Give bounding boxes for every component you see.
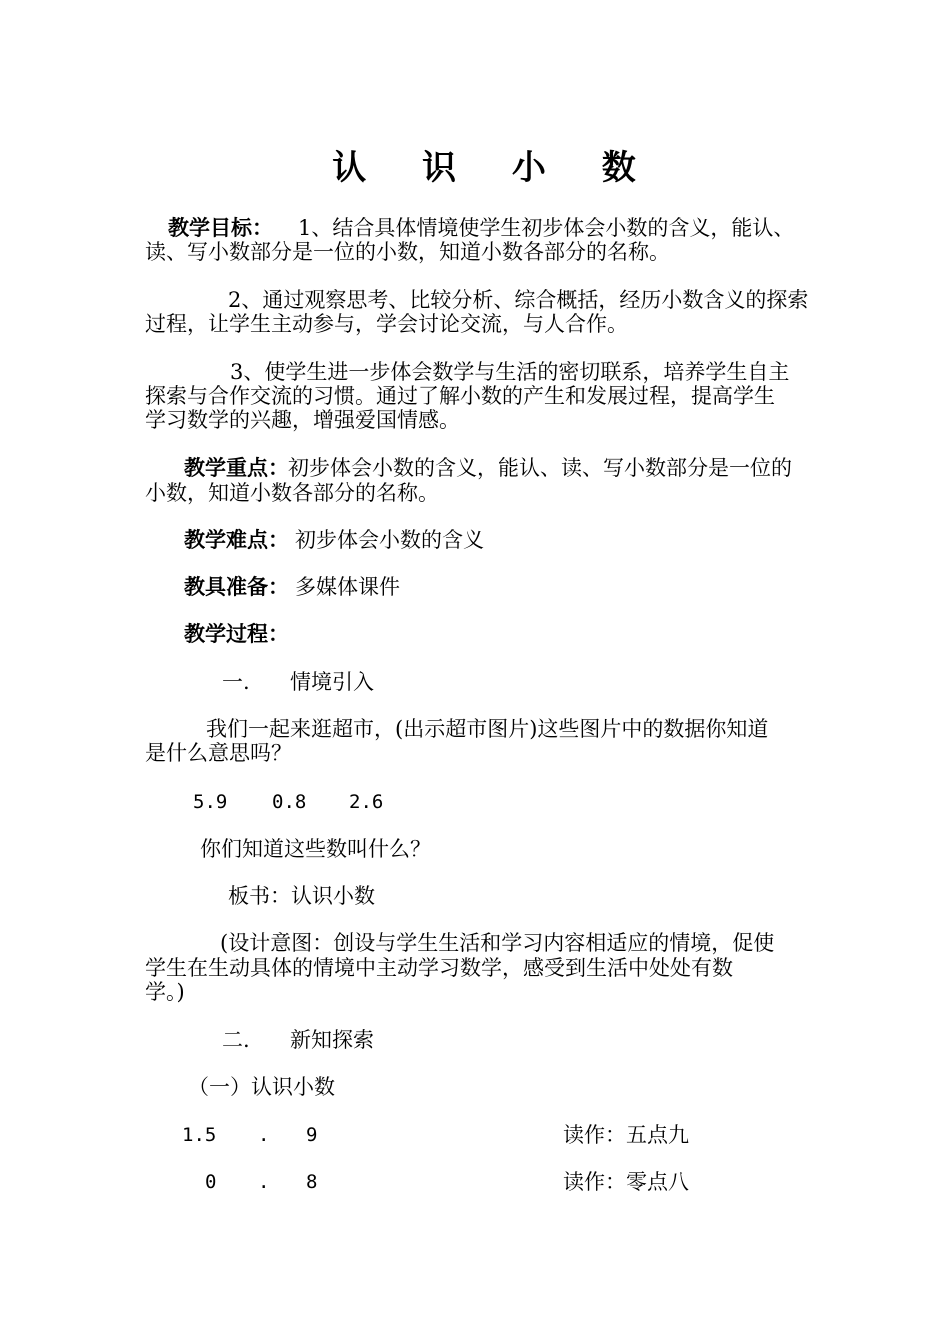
goal-3-line-1: 3、使学生进一步体会数学与生活的密切联系，培养学生自主	[230, 360, 790, 384]
goal-3-line-3: 学习数学的兴趣，增强爱国情感。	[145, 408, 460, 432]
goal-2-line-2: 过程，让学生主动参与，学会讨论交流，与人合作。	[145, 312, 628, 336]
goal-3-line-2: 探索与合作交流的习惯。通过了解小数的产生和发展过程，提高学生	[145, 384, 775, 408]
section-1-number: 一.	[222, 670, 250, 694]
decimal-point: .	[258, 1171, 270, 1193]
difficulty-text: 初步体会小数的含义	[295, 528, 484, 552]
goal-1-line-2: 读、写小数部分是一位的小数，知道小数各部分的名称。	[145, 240, 670, 264]
process-label: 教学过程：	[184, 621, 289, 646]
design-intent-line-1: (设计意图：创设与学生生活和学习内容相适应的情境，促使	[220, 931, 775, 955]
goal-2-line-1: 2、通过观察思考、比较分析、综合概括，经历小数含义的探索	[228, 288, 809, 312]
example-number: 2.6	[349, 791, 384, 813]
example-number: 0.8	[272, 791, 307, 813]
section-2-number: 二.	[222, 1028, 250, 1052]
difficulty-label: 教学难点：	[184, 527, 289, 552]
tools-text: 多媒体课件	[295, 575, 400, 599]
decimal-integer-part: 0	[205, 1171, 217, 1193]
tools-label: 教具准备：	[184, 574, 289, 599]
section-1-question: 你们知道这些数叫什么？	[200, 837, 431, 861]
key-point-line-1: 初步体会小数的含义，能认、读、写小数部分是一位的	[288, 456, 792, 480]
section-1-heading: 情境引入	[290, 670, 374, 694]
board-writing: 板书：认识小数	[228, 884, 375, 908]
decimal-fraction-part: 9	[306, 1124, 318, 1146]
example-number: 5.9	[193, 791, 228, 813]
decimal-integer-part: 1.5	[182, 1124, 217, 1146]
key-point-line-2: 小数，知道小数各部分的名称。	[145, 481, 439, 505]
decimal-point: .	[258, 1124, 270, 1146]
design-intent-line-3: 学。)	[145, 980, 185, 1004]
decimal-reading: 读作：五点九	[563, 1123, 689, 1147]
page-title: 认 识 小 数	[332, 148, 658, 188]
decimal-fraction-part: 8	[306, 1171, 318, 1193]
subsection-heading: （一）认识小数	[188, 1075, 335, 1099]
decimal-reading: 读作：零点八	[563, 1170, 689, 1194]
goal-1-line-1: 1、结合具体情境使学生初步体会小数的含义，能认、	[298, 216, 795, 240]
section-1-paragraph-line-1: 我们一起来逛超市，(出示超市图片)这些图片中的数据你知道	[206, 717, 769, 741]
design-intent-line-2: 学生在生动具体的情境中主动学习数学，感受到生活中处处有数	[145, 956, 733, 980]
section-2-heading: 新知探索	[290, 1028, 374, 1052]
section-1-paragraph-line-2: 是什么意思吗？	[145, 741, 292, 765]
key-point-label: 教学重点：	[184, 455, 289, 480]
goals-label: 教学目标：	[168, 215, 273, 240]
